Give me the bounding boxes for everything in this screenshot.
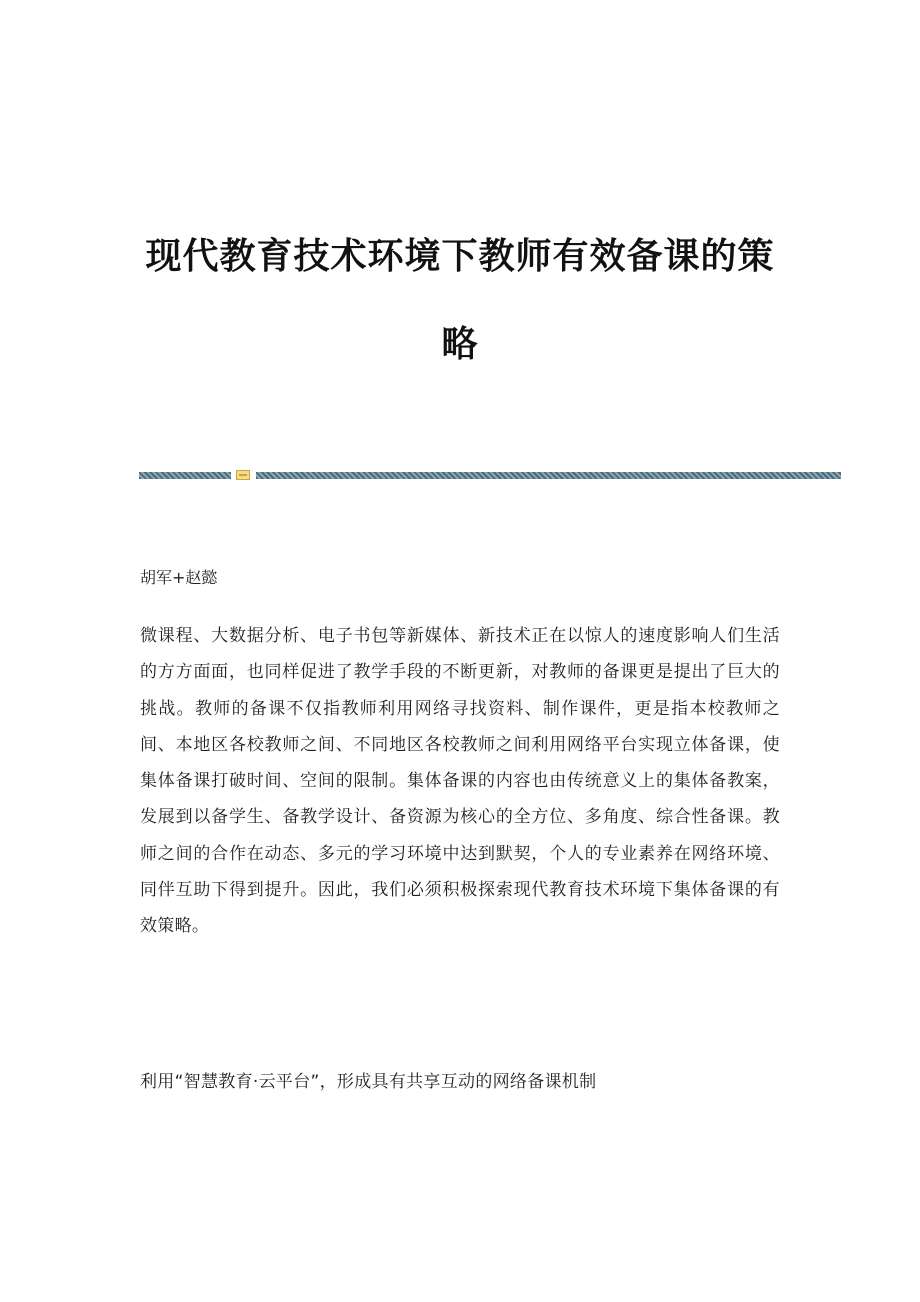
divider-bar-right: [256, 472, 841, 479]
section-heading: 利用“智慧教育·云平台”，形成具有共享互动的网络备课机制: [140, 1072, 597, 1092]
divider-ornament-icon: [236, 470, 250, 480]
author-line: 胡军+赵懿: [140, 568, 218, 587]
body-paragraph: 微课程、大数据分析、电子书包等新媒体、新技术正在以惊人的速度影响人们生活的方方面面，也同样促进了教学手段的不断更新，对教师的备课更是提出了巨大的挑战。教师的备课不仅指教师利用网络寻找资料、制作课件，更是指本校教师之间、本地区各校教师之间、不同地区各校教师之间利用网络平台实现立体备课，使集体备课打破时间、空间的限制。集体备课的内容也由传统意义上的集体备教案，发展到以备学生、备教学设计、备资源为核心的全方位、多角度、综合性备课。教师之间的合作在动态、多元的学习环境中达到默契，个人的专业素养在网络环境、同伴互助下得到提升。因此，我们必须积极探索现代教育技术环境下集体备课的有效策略。: [140, 626, 780, 937]
divider-bar-left: [139, 472, 231, 479]
title-divider: [139, 470, 841, 480]
document-title: 现代教育技术环境下教师有效备课的策略: [145, 235, 775, 365]
